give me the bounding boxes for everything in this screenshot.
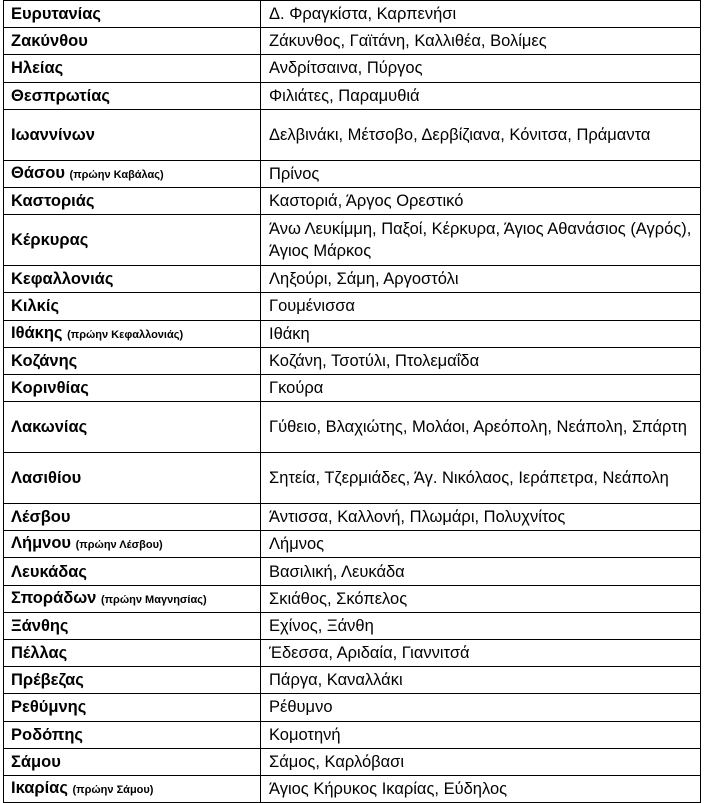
region-cell xyxy=(4,748,261,775)
table-row xyxy=(4,402,701,453)
towns-cell: Κομοτηνή xyxy=(261,721,701,748)
region-cell xyxy=(4,347,261,374)
region-cell xyxy=(4,28,261,55)
region-cell xyxy=(4,504,261,531)
table-row xyxy=(4,187,701,214)
region-cell xyxy=(4,585,261,612)
region-note: (πρώην Λέσβου) xyxy=(75,539,163,552)
table-row xyxy=(4,28,701,55)
towns-cell: Σάμος, Καρλόβασι xyxy=(261,748,701,775)
table-row xyxy=(4,531,701,558)
region-cell xyxy=(4,402,261,453)
table-row xyxy=(4,694,701,721)
table-row xyxy=(4,748,701,775)
region-note: (πρώην Μαγνησίας) xyxy=(100,593,207,606)
region-cell xyxy=(4,109,261,160)
region-cell xyxy=(4,187,261,214)
region-cell xyxy=(4,612,261,639)
region-name: Λασιθίου xyxy=(11,469,82,488)
table-row xyxy=(4,55,701,82)
region-name: Πέλλας xyxy=(11,644,68,663)
region-name: Κοζάνης xyxy=(11,351,78,370)
towns-cell: Βασιλική, Λευκάδα xyxy=(261,558,701,585)
table-row xyxy=(4,558,701,585)
region-cell xyxy=(4,694,261,721)
region-cell xyxy=(4,266,261,293)
region-name: Ξάνθης xyxy=(11,616,69,635)
region-cell xyxy=(4,293,261,320)
region-name: Ικαρίας xyxy=(11,779,68,798)
table-row xyxy=(4,82,701,109)
region-name: Κιλκίς xyxy=(11,297,60,316)
towns-cell: Ληξούρι, Σάμη, Αργοστόλι xyxy=(261,266,701,293)
region-note: (πρώην Κεφαλλονιάς) xyxy=(67,328,184,341)
region-name: Σποράδων xyxy=(11,588,97,607)
region-name: Καστοριάς xyxy=(11,192,95,211)
region-cell xyxy=(4,453,261,504)
region-cell xyxy=(4,667,261,694)
regions-table xyxy=(3,0,701,803)
towns-cell: Πάργα, Καναλλάκι xyxy=(261,667,701,694)
region-note: (πρώην Σάμου) xyxy=(72,784,154,797)
region-name: Λακωνίας xyxy=(11,418,88,437)
table-row xyxy=(4,640,701,667)
regions-table-body xyxy=(4,1,701,803)
towns-cell: Δ. Φραγκίστα, Καρπενήσι xyxy=(261,1,701,28)
table-row xyxy=(4,293,701,320)
towns-cell: Γουμένισσα xyxy=(261,293,701,320)
region-name: Λευκάδας xyxy=(11,562,87,581)
towns-cell: Πρίνος xyxy=(261,160,701,187)
towns-cell: Ρέθυμνο xyxy=(261,694,701,721)
towns-cell: Φιλιάτες, Παραμυθιά xyxy=(261,82,701,109)
table-row xyxy=(4,667,701,694)
towns-cell: Ζάκυνθος, Γαϊτάνη, Καλλιθέα, Βολίμες xyxy=(261,28,701,55)
region-cell xyxy=(4,775,261,802)
table-row xyxy=(4,215,701,266)
table-row xyxy=(4,721,701,748)
region-cell xyxy=(4,82,261,109)
towns-cell: Λήμνος xyxy=(261,531,701,558)
towns-cell: Δελβινάκι, Μέτσοβο, Δερβίζιανα, Κόνιτσα, Πράμαντα xyxy=(261,109,701,160)
region-cell xyxy=(4,320,261,347)
table-row xyxy=(4,612,701,639)
table-row xyxy=(4,347,701,374)
region-name: Ρεθύμνης xyxy=(11,698,87,717)
region-name: Ζακύνθου xyxy=(11,32,88,51)
towns-cell: Εχίνος, Ξάνθη xyxy=(261,612,701,639)
table-row xyxy=(4,109,701,160)
table-row xyxy=(4,585,701,612)
table-row xyxy=(4,320,701,347)
region-name: Ηλείας xyxy=(11,59,64,78)
towns-cell: Έδεσσα, Αριδαία, Γιαννιτσά xyxy=(261,640,701,667)
towns-cell: Κοζάνη, Τσοτύλι, Πτολεμαΐδα xyxy=(261,347,701,374)
table-row xyxy=(4,453,701,504)
towns-cell: Γύθειο, Βλαχιώτης, Μολάοι, Αρεόπολη, Νεάπολη, Σπάρτη xyxy=(261,402,701,453)
towns-cell: Άντισσα, Καλλονή, Πλωμάρι, Πολυχνίτος xyxy=(261,504,701,531)
towns-cell: Ιθάκη xyxy=(261,320,701,347)
region-name: Λήμνου xyxy=(11,534,72,553)
region-name: Ιθάκης xyxy=(11,323,63,342)
region-name: Ευρυτανίας xyxy=(11,5,101,24)
region-name: Κορινθίας xyxy=(11,378,89,397)
towns-cell: Καστοριά, Άργος Ορεστικό xyxy=(261,187,701,214)
towns-cell: Άνω Λευκίμμη, Παξοί, Κέρκυρα, Άγιος Αθανάσιος (Αγρός), Άγιος Μάρκος xyxy=(261,215,701,266)
region-name: Ροδόπης xyxy=(11,725,84,744)
region-name: Θάσου xyxy=(11,163,65,182)
region-name: Σάμου xyxy=(11,752,61,771)
region-cell xyxy=(4,374,261,401)
region-name: Ιωαννίνων xyxy=(11,125,95,144)
region-cell xyxy=(4,1,261,28)
region-cell xyxy=(4,55,261,82)
region-name: Πρέβεζας xyxy=(11,671,84,690)
region-name: Θεσπρωτίας xyxy=(11,86,110,105)
towns-cell: Ανδρίτσαινα, Πύργος xyxy=(261,55,701,82)
towns-cell: Σητεία, Τζερμιάδες, Άγ. Νικόλαος, Ιεράπετρα, Νεάπολη xyxy=(261,453,701,504)
region-note: (πρώην Καβάλας) xyxy=(69,168,164,181)
region-cell xyxy=(4,531,261,558)
table-row xyxy=(4,1,701,28)
region-cell xyxy=(4,160,261,187)
region-name: Λέσβου xyxy=(11,508,71,527)
region-cell xyxy=(4,558,261,585)
region-cell xyxy=(4,640,261,667)
towns-cell: Σκιάθος, Σκόπελος xyxy=(261,585,701,612)
region-cell xyxy=(4,215,261,266)
towns-cell: Άγιος Κήρυκος Ικαρίας, Εύδηλος xyxy=(261,775,701,802)
region-name: Κεφαλλονιάς xyxy=(11,270,114,289)
table-row xyxy=(4,374,701,401)
table-row xyxy=(4,266,701,293)
table-row xyxy=(4,504,701,531)
table-row xyxy=(4,775,701,802)
region-name: Κέρκυρας xyxy=(11,231,89,250)
region-cell xyxy=(4,721,261,748)
table-row xyxy=(4,160,701,187)
towns-cell: Γκούρα xyxy=(261,374,701,401)
